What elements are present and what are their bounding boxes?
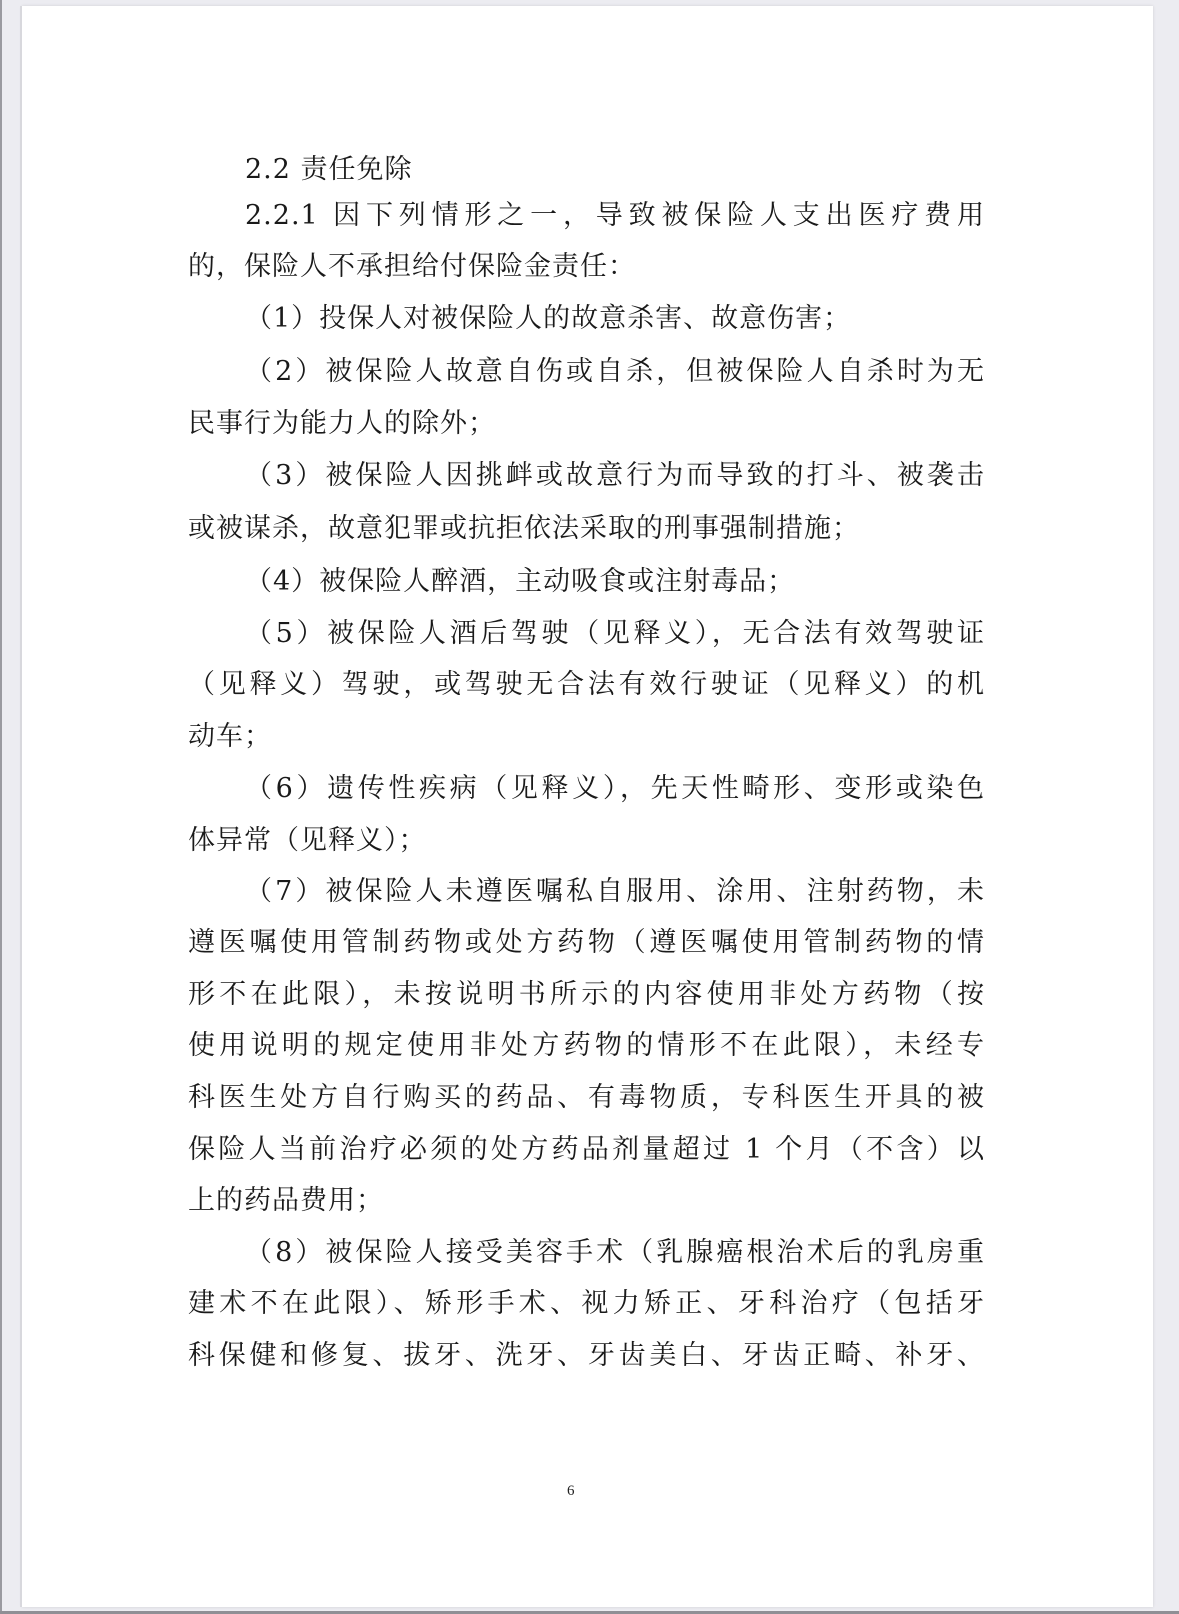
text-line: 科保健和修复、拔牙、洗牙、牙齿美白、牙齿正畸、补牙、 [188,1340,985,1371]
text-line: 保险人当前治疗必须的处方药品剂量超过 1 个月（不含）以 [188,1134,985,1165]
text-line: （见释义）驾驶，或驾驶无合法有效行驶证（见释义）的机 [188,669,985,700]
text-line: （7）被保险人未遵医嘱私自服用、涂用、注射药物，未 [245,876,985,907]
text-line: （8）被保险人接受美容手术（乳腺癌根治术后的乳房重 [245,1237,985,1268]
text-line: 体异常（见释义）； [188,825,427,856]
page-number: 6 [567,1483,575,1499]
text-line: 科医生处方自行购买的药品、有毒物质，专科医生开具的被 [188,1082,985,1113]
text-line: 民事行为能力人的除外； [188,408,496,439]
section-heading: 2.2 责任免除 [245,154,413,185]
text-line: （4）被保险人醉酒，主动吸食或注射毒品； [245,566,796,597]
text-line: （5）被保险人酒后驾驶（见释义），无合法有效驾驶证 [245,618,985,649]
text-line: （3）被保险人因挑衅或故意行为而导致的打斗、被袭击 [245,460,985,491]
text-line: （1）投保人对被保险人的故意杀害、故意伤害； [245,303,852,334]
text-line: 的，保险人不承担给付保险金责任： [188,251,636,282]
text-line: 遵医嘱使用管制药物或处方药物（遵医嘱使用管制药物的情 [188,927,985,958]
text-line: 2.2.1 因下列情形之一，导致被保险人支出医疗费用 [245,200,985,231]
text-line: （6）遗传性疾病（见释义），先天性畸形、变形或染色 [245,773,985,804]
text-line: 上的药品费用； [188,1185,384,1216]
text-line: 形不在此限），未按说明书所示的内容使用非处方药物（按 [188,979,985,1010]
text-line: 建术不在此限）、矫形手术、视力矫正、牙科治疗（包括牙 [188,1288,985,1319]
text-line: 动车； [188,721,272,752]
text-line: 使用说明的规定使用非处方药物的情形不在此限），未经专 [188,1030,985,1061]
text-line: （2）被保险人故意自伤或自杀，但被保险人自杀时为无 [245,356,985,387]
text-line: 或被谋杀，故意犯罪或抗拒依法采取的刑事强制措施； [188,513,860,544]
